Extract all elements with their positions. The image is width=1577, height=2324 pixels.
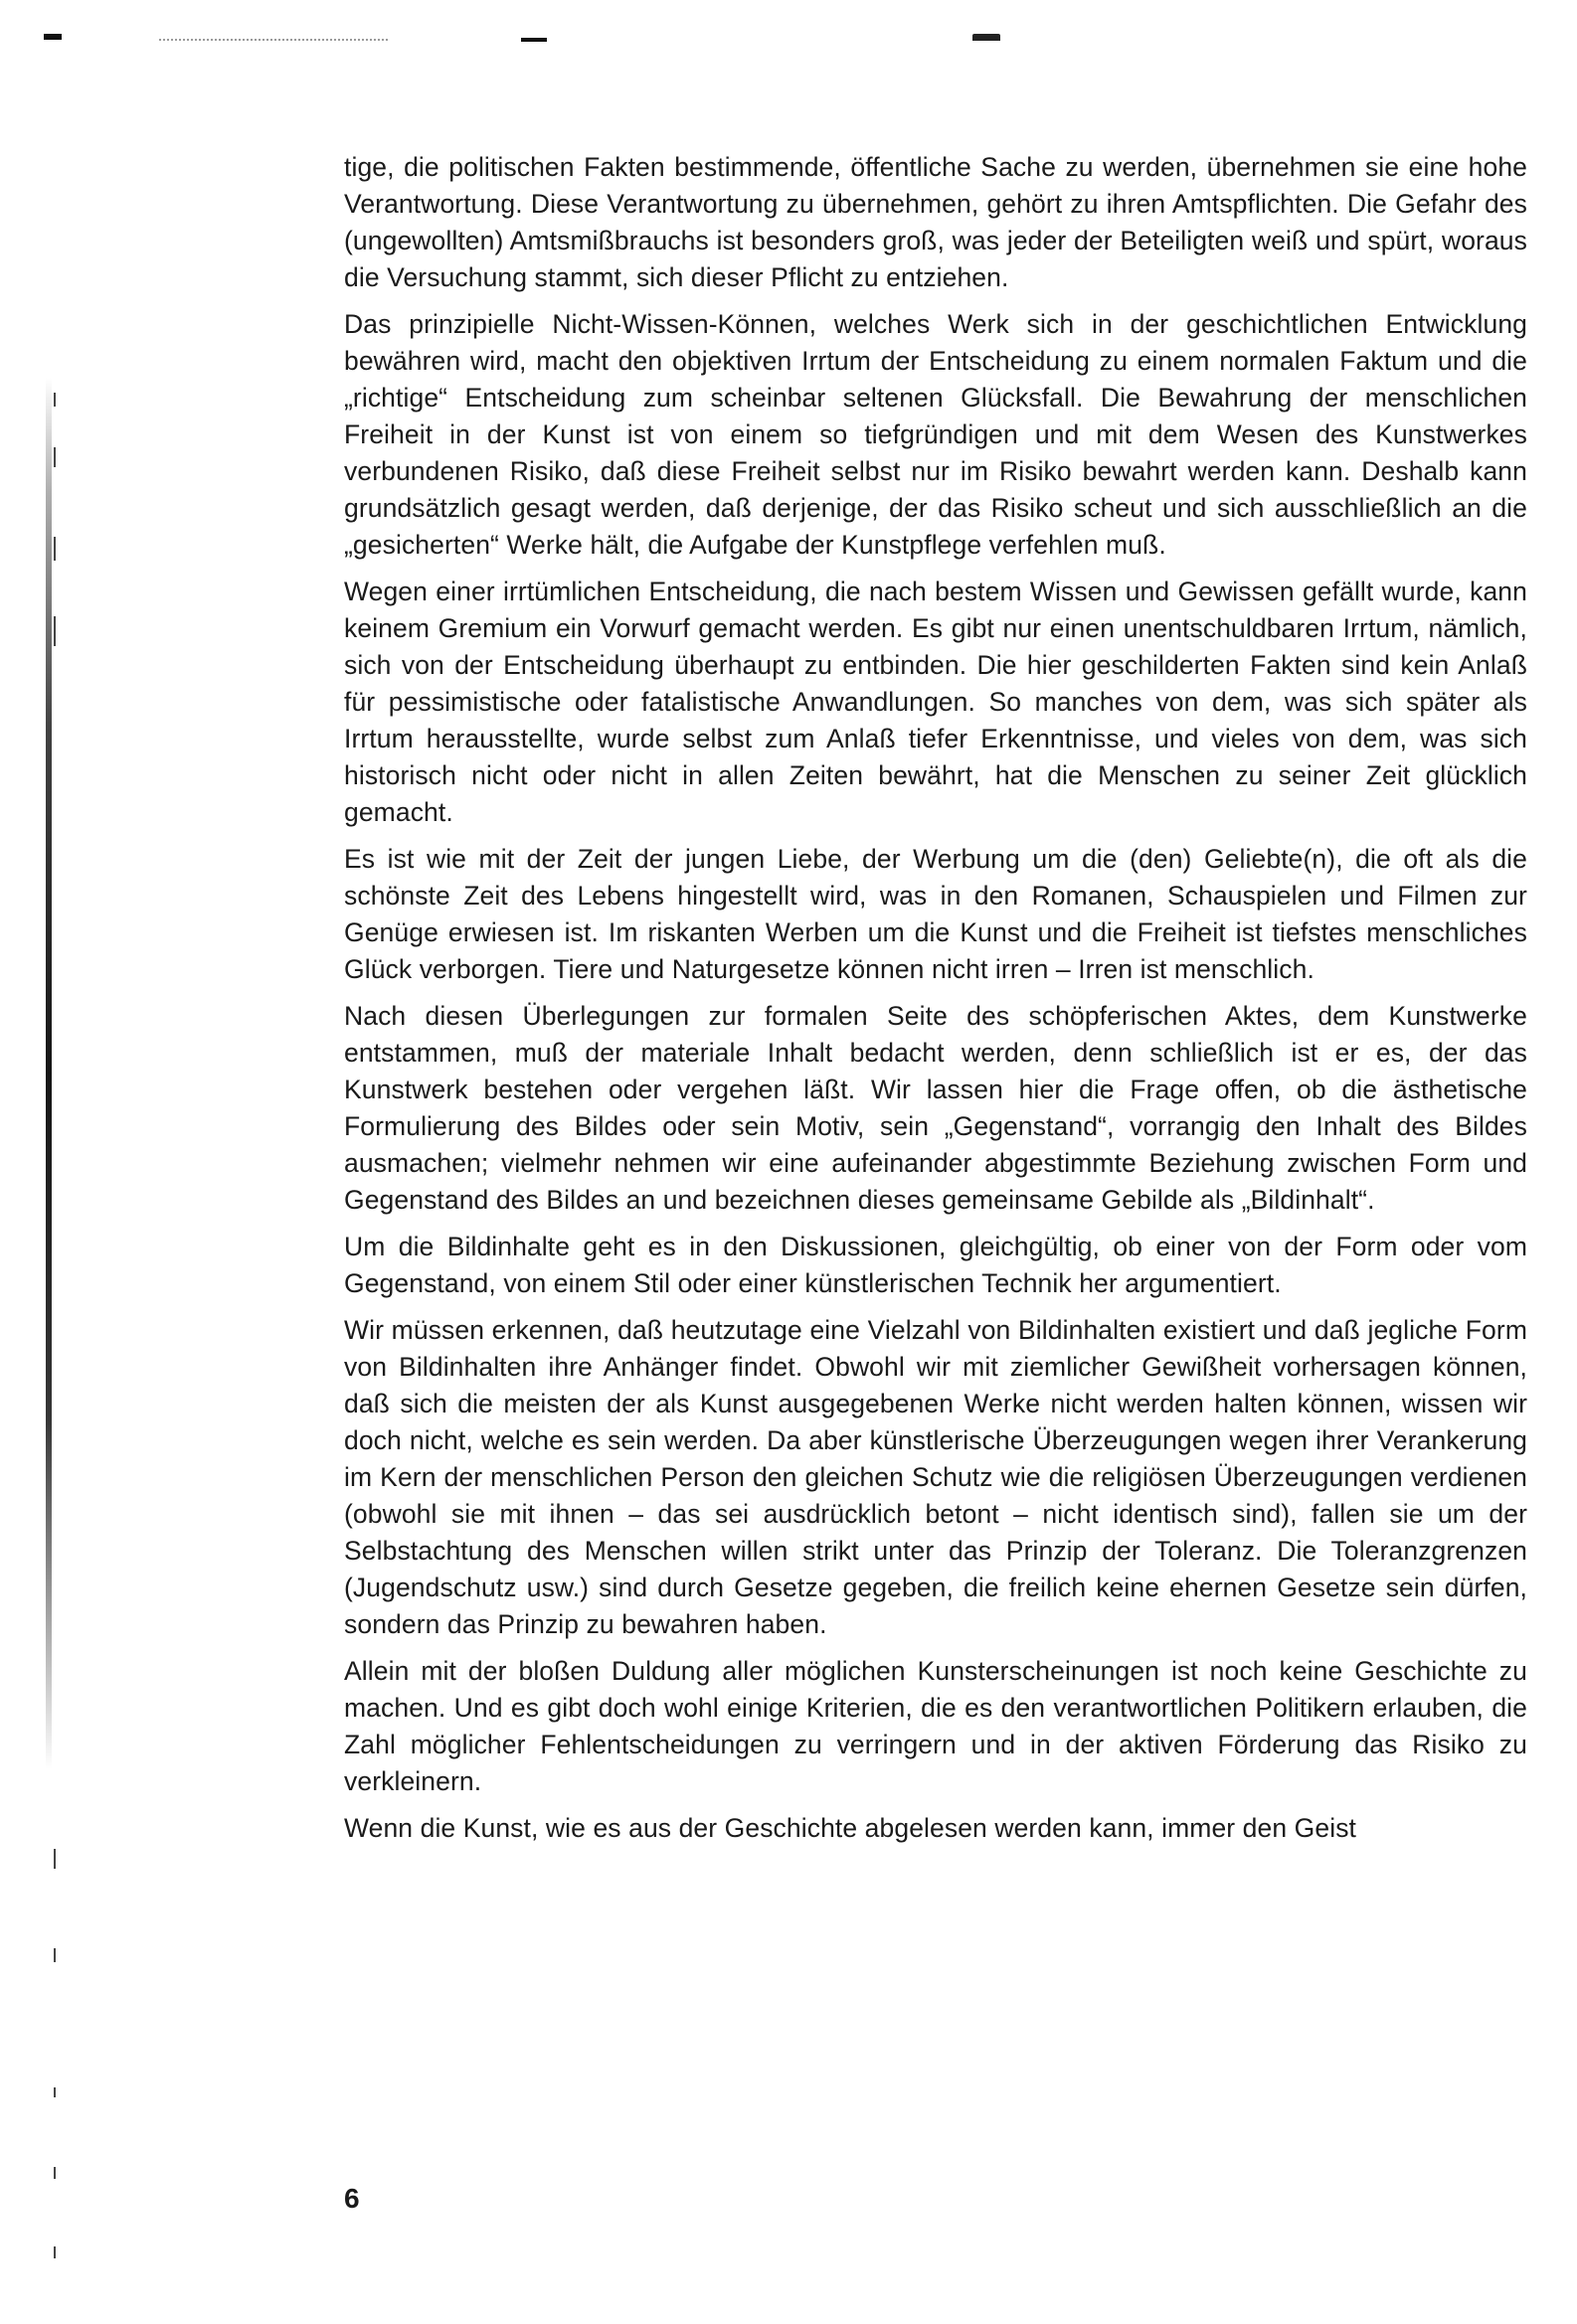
paragraph: Wegen einer irrtümlichen Entscheidung, die nach bestem Wissen und Gewissen gefällt wurde, kann keinem Gremium ein Vorwurf gemacht werden. Es gibt nur einen unentschuldbaren Irrtum, nämlich, sich von der Entscheidung überhaupt zu entbinden. Die hier geschilderten Fakten sind kein Anlaß für pessimistische oder fatalistische Anwandlungen. So manches von dem, was sich später als Irrtum herausstellte, wurde selbst zum Anlaß tiefer Erkenntnisse, und vieles von dem, was sich historisch nicht oder nicht in allen Zeiten bewährt, hat die Menschen zu seiner Zeit glücklich gemacht. — [344, 577, 1527, 827]
margin-tick — [54, 2167, 56, 2179]
margin-tick — [54, 2087, 56, 2097]
page-number: 6 — [344, 2183, 360, 2214]
scan-artifact-dash — [521, 38, 547, 42]
scan-artifact-dots — [159, 39, 388, 41]
scan-artifact-mark-right — [972, 34, 1000, 41]
margin-tick — [54, 1948, 56, 1962]
paragraph: Nach diesen Überlegungen zur formalen Seite des schöpferischen Aktes, dem Kunstwerke entstammen, muß der materiale Inhalt bedacht werden, denn schließlich ist er es, der das Kunstwerk bestehen oder vergehen läßt. Wir lassen hier die Frage offen, ob die ästhetische Formulierung des Bildes oder sein Motiv, sein „Gegenstand“, vorrangig den Inhalt des Bildes ausmachen; vielmehr nehmen wir eine aufeinander abgestimmte Beziehung zwischen Form und Gegenstand des Bildes an und bezeichnen dieses gemeinsame Gebilde als „Bildinhalt“. — [344, 1001, 1527, 1215]
margin-tick — [54, 447, 56, 467]
margin-tick — [54, 616, 56, 646]
binding-shadow — [46, 378, 52, 1769]
paragraph: Wir müssen erkennen, daß heutzutage eine Vielzahl von Bildinhalten existiert und daß jegliche Form von Bildinhalten ihre Anhänger findet. Obwohl wir mit ziemlicher Gewißheit vorhersagen können, daß sich die meisten der als Kunst ausgegebenen Werke nicht werden halten können, wissen wir doch nicht, welche es sein werden. Da aber künstlerische Überzeugungen wegen ihrer Verankerung im Kern der menschlichen Person den gleichen Schutz wie die religiösen Überzeugungen verdienen (obwohl sie mit ihnen – das sei ausdrücklich betont – nicht identisch sind), fallen sie um der Selbstachtung des Menschen willen strikt unter das Prinzip der Toleranz. Die Toleranzgrenzen (Jugendschutz usw.) sind durch Gesetze gegeben, die freilich keine ehernen Gesetze sein dürfen, sondern das Prinzip zu bewahren haben. — [344, 1315, 1527, 1639]
paragraph: tige, die politischen Fakten bestimmende, öffentliche Sache zu werden, übernehmen sie eine hohe Verantwortung. Diese Verantwortung zu übernehmen, gehört zu ihren Amtspflichten. Die Gefahr des (ungewollten) Amtsmißbrauchs ist besonders groß, was jeder der Beteiligten weiß und spürt, woraus die Versuchung stammt, sich dieser Pflicht zu entziehen. — [344, 152, 1527, 292]
paragraph: Um die Bildinhalte geht es in den Diskussionen, gleichgültig, ob einer von der Form oder vom Gegenstand, von einem Stil oder einer künstlerischen Technik her argumentiert. — [344, 1232, 1527, 1298]
paragraph: Wenn die Kunst, wie es aus der Geschichte abgelesen werden kann, immer den Geist — [344, 1813, 1357, 1843]
scan-artifact-mark — [44, 34, 62, 40]
paragraph: Das prinzipielle Nicht-Wissen-Können, welches Werk sich in der geschichtlichen Entwicklung bewähren wird, macht den objektiven Irrtum der Entscheidung zu einem normalen Faktum und die „richtige“ Entscheidung zum scheinbar seltenen Glücksfall. Die Bewahrung der menschlichen Freiheit in der Kunst ist von einem so tiefgründigen und mit dem Wesen des Kunstwerkes verbundenen Risiko, daß diese Freiheit selbst nur im Risiko bewahrt werden kann. Deshalb kann grundsätzlich gesagt werden, daß derjenige, der das Risiko scheut und sich ausschließlich an die „gesicherten“ Werke hält, die Aufgabe der Kunstpflege verfehlen muß. — [344, 309, 1527, 560]
margin-tick — [54, 1849, 56, 1869]
margin-tick — [54, 2246, 56, 2258]
page-body — [344, 149, 1527, 1857]
margin-tick — [54, 393, 56, 407]
paragraph: Allein mit der bloßen Duldung aller möglichen Kunsterscheinungen ist noch keine Geschichte zu machen. Und es gibt doch wohl einige Kriterien, die es den verantwortlichen Politikern erlauben, die Zahl möglicher Fehlentscheidungen zu verringern und in der aktiven Förderung das Risiko zu verkleinern. — [344, 1656, 1527, 1796]
paragraph: Es ist wie mit der Zeit der jungen Liebe, der Werbung um die (den) Geliebte(n), die oft als die schönste Zeit des Lebens hingestellt wird, was in den Romanen, Schauspielen und Filmen zur Genüge erwiesen ist. Im riskanten Werben um die Kunst und die Freiheit ist tiefstes menschliches Glück verborgen. Tiere und Naturgesetze können nicht irren – Irren ist menschlich. — [344, 844, 1527, 984]
margin-tick — [54, 537, 56, 561]
